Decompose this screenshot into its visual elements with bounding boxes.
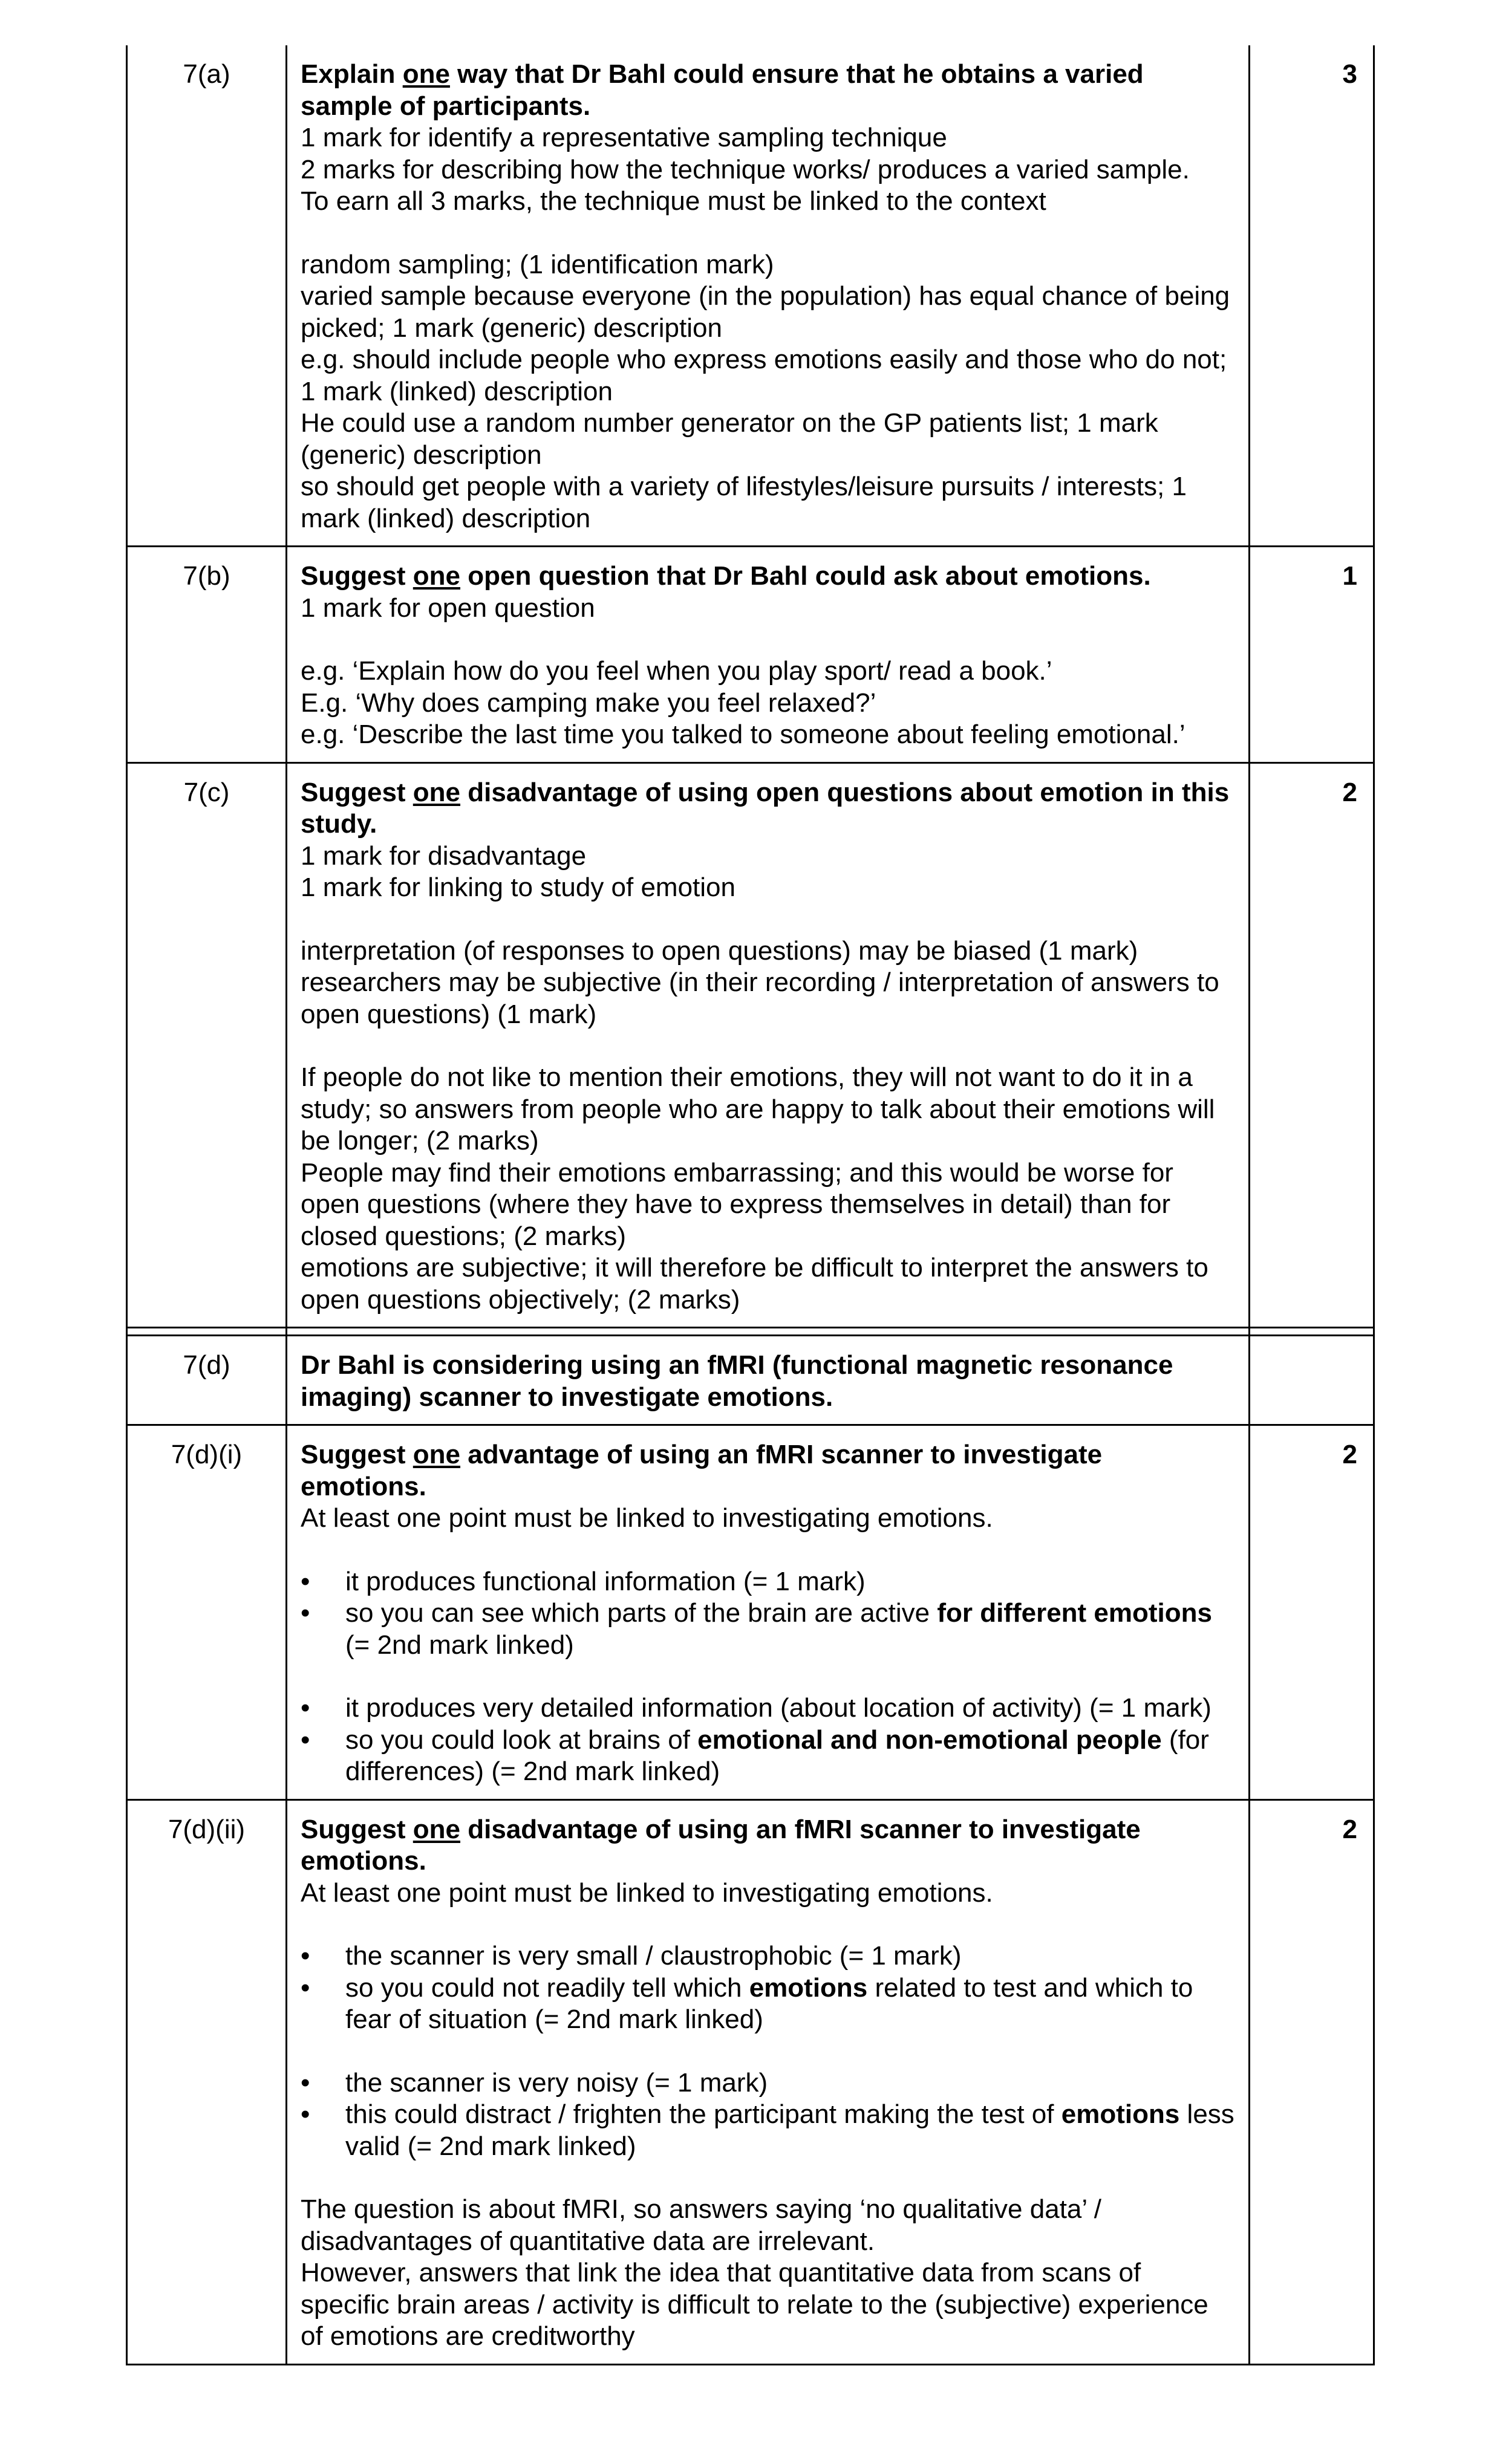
question-title: Suggest one disadvantage of using open questions about emotion in this study. [301,777,1230,839]
answer-line: e.g. ‘Explain how do you feel when you play sport/ read a book.’ [301,656,1052,686]
bullet-item: • it produces very detailed information (about location of activity) (= 1 mark) [301,1692,1235,1724]
bullet-item: • the scanner is very noisy (= 1 mark) [301,2067,1235,2099]
bullet-list [301,1566,1235,1662]
question-number: 7(c) [127,762,287,1328]
answer-line: random sampling; (1 identification mark) [301,249,774,279]
guidance-line: To earn all 3 marks, the technique must be linked to the context [301,186,1046,216]
question-title: Suggest one open question that Dr Bahl could ask about emotions. [301,561,1151,591]
guidance-line: 2 marks for describing how the technique works/ produces a varied sample. [301,154,1190,184]
answer-line: e.g. should include people who express emotions easily and those who do not; 1 mark (linked) description [301,345,1227,406]
question-title: Suggest one disadvantage of using an fMRI scanner to investigate emotions. [301,1814,1141,1876]
bullet-item: • this could distract / frighten the participant making the test of emotions less valid (= 2nd mark linked) [301,2099,1235,2162]
question-number: 7(d) [127,1336,287,1425]
answer-line: People may find their emotions embarrassing; and this would be worse for open questions (where they have to express themselves in detail) than for closed questions; (2 marks) [301,1157,1173,1251]
bullet-item: • it produces functional information (= 1 mark) [301,1566,1235,1598]
answer-line: The question is about fMRI, so answers saying ‘no qualitative data’ / disadvantages of quantitative data are irrelevant. [301,2194,1101,2256]
question-number: 7(d)(ii) [127,1799,287,2364]
question-title: Explain one way that Dr Bahl could ensure that he obtains a varied sample of participants. [301,59,1144,121]
answer-line: interpretation (of responses to open questions) may be biased (1 mark) [301,935,1138,966]
answer-line: emotions are subjective; it will therefore be difficult to interpret the answers to open questions objectively; (2 marks) [301,1253,1208,1315]
bullet-item: • so you can see which parts of the brain are active for different emotions (= 2nd mark linked) [301,1598,1235,1661]
bullet-list [301,1940,1235,2036]
marks-value: 2 [1250,1799,1374,2364]
answer-line: He could use a random number generator on the GP patients list; 1 mark (generic) description [301,408,1158,470]
question-guidance [287,762,1250,1328]
question-row-7c [127,762,1374,1328]
question-guidance [287,547,1250,763]
answer-line: e.g. ‘Describe the last time you talked to someone about feeling emotional.’ [301,720,1185,749]
marks-value: 2 [1250,762,1374,1328]
answer-line: If people do not like to mention their emotions, they will not want to do it in a study; so answers from people who are happy to talk about their emotions will be longer; (2 marks) [301,1062,1215,1156]
answer-line: so should get people with a variety of lifestyles/leisure pursuits / interests; 1 mark (linked) description [301,472,1187,533]
question-title: Dr Bahl is considering using an fMRI (functional magnetic resonance imaging) scanner to investigate emotions. [301,1350,1173,1412]
bullet-item: • so you could not readily tell which emotions related to test and which to fear of situation (= 2nd mark linked) [301,1972,1235,2036]
marks-value: 1 [1250,547,1374,763]
mark-scheme-table [126,45,1375,2365]
answer-line: However, answers that link the idea that quantitative data from scans of specific brain areas / activity is difficult to relate to the (subjective) experience of emotions are creditworthy [301,2258,1208,2351]
question-guidance [287,1799,1250,2364]
bullet-list [301,1692,1235,1788]
question-row-7di [127,1425,1374,1800]
question-number: 7(d)(i) [127,1425,287,1800]
question-guidance [287,1425,1250,1800]
guidance-line: 1 mark for open question [301,593,595,623]
question-row-7d [127,1336,1374,1425]
answer-line: E.g. ‘Why does camping make you feel relaxed?’ [301,688,876,718]
question-number: 7(b) [127,547,287,763]
bullet-item: • so you could look at brains of emotional and non-emotional people (for differences) (= 2nd mark linked) [301,1724,1235,1788]
question-row-7dii [127,1799,1374,2364]
question-row-7a [127,45,1374,547]
question-guidance [287,1336,1250,1425]
guidance-line: 1 mark for linking to study of emotion [301,873,735,902]
marks-value: 3 [1250,45,1374,547]
answer-line: varied sample because everyone (in the population) has equal chance of being picked; 1 mark (generic) description [301,281,1230,343]
question-title: Suggest one advantage of using an fMRI scanner to investigate emotions. [301,1440,1103,1501]
guidance-line: At least one point must be linked to investigating emotions. [301,1503,993,1533]
question-row-7b [127,547,1374,763]
guidance-line: At least one point must be linked to investigating emotions. [301,1877,993,1908]
guidance-line: 1 mark for identify a representative sampling technique [301,123,947,152]
bullet-item: • the scanner is very small / claustrophobic (= 1 mark) [301,1940,1235,1972]
question-number: 7(a) [127,45,287,547]
guidance-line: 1 mark for disadvantage [301,840,587,871]
question-guidance [287,45,1250,547]
answer-line: researchers may be subjective (in their recording / interpretation of answers to open questions) (1 mark) [301,967,1219,1029]
row-divider [127,1328,1374,1336]
bullet-list [301,2067,1235,2163]
marks-value [1250,1336,1374,1425]
marks-value: 2 [1250,1425,1374,1800]
